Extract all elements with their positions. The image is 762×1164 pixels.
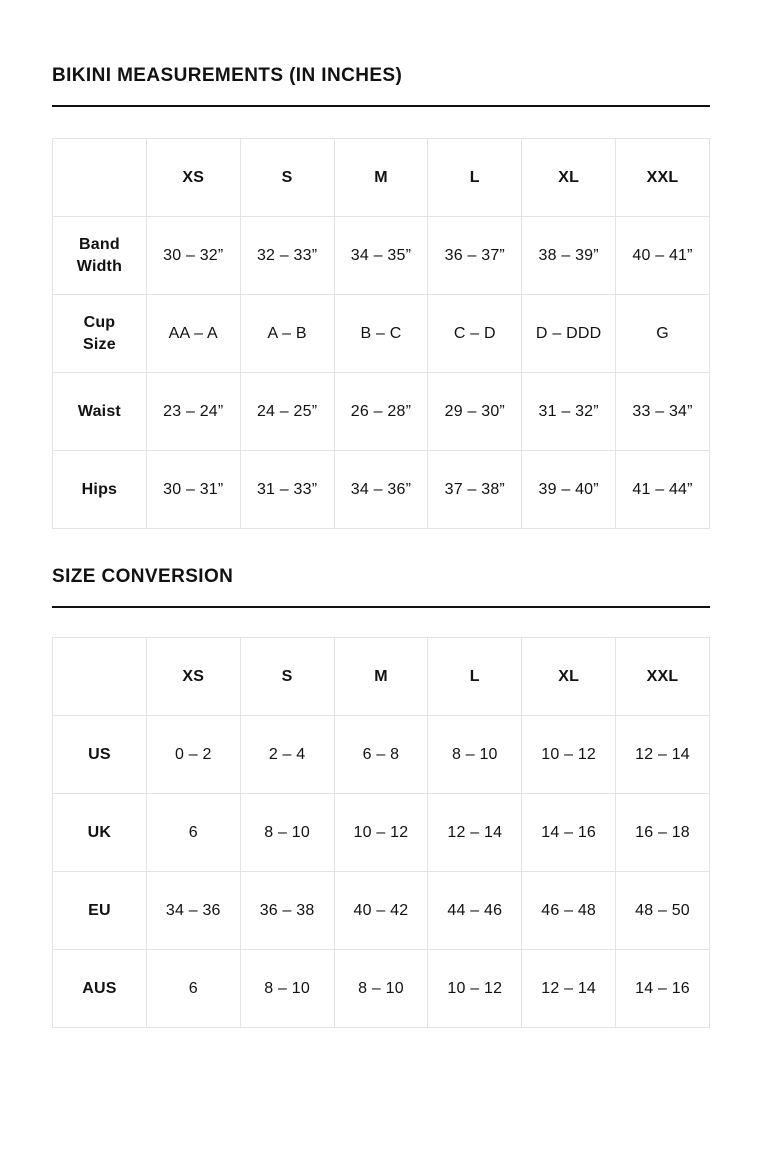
table-cell: 34 – 35” xyxy=(334,217,428,295)
content-area xyxy=(0,64,762,1028)
row-label: UK xyxy=(53,794,147,872)
table-row xyxy=(53,716,710,794)
table-cell: 24 – 25” xyxy=(240,373,334,451)
bikini-measurements-table xyxy=(52,138,710,529)
section-title: SIZE CONVERSION xyxy=(52,566,234,587)
table-cell: 32 – 33” xyxy=(240,217,334,295)
table-cell: 34 – 36 xyxy=(146,872,240,950)
table-row xyxy=(53,872,710,950)
table-cell: 38 – 39” xyxy=(522,217,616,295)
table-cell: C – D xyxy=(428,295,522,373)
table-cell: 44 – 46 xyxy=(428,872,522,950)
row-label: Band Width xyxy=(53,217,147,295)
table-cell: 6 xyxy=(146,794,240,872)
table-cell: G xyxy=(616,295,710,373)
row-label: AUS xyxy=(53,950,147,1028)
corner-cell xyxy=(53,139,147,217)
column-header-xxl: XXL xyxy=(616,139,710,217)
table-cell: 10 – 12 xyxy=(522,716,616,794)
table-row xyxy=(53,295,710,373)
table-cell: 37 – 38” xyxy=(428,451,522,529)
table-cell: 31 – 32” xyxy=(522,373,616,451)
table-cell: 10 – 12 xyxy=(334,794,428,872)
table-cell: 34 – 36” xyxy=(334,451,428,529)
table-cell: 30 – 31” xyxy=(146,451,240,529)
table-cell: 23 – 24” xyxy=(146,373,240,451)
table-cell: 8 – 10 xyxy=(428,716,522,794)
table-cell: AA – A xyxy=(146,295,240,373)
table-cell: 40 – 41” xyxy=(616,217,710,295)
table-cell: 26 – 28” xyxy=(334,373,428,451)
column-header-m: M xyxy=(334,139,428,217)
table-cell: 6 – 8 xyxy=(334,716,428,794)
table-cell: 33 – 34” xyxy=(616,373,710,451)
table-cell: 31 – 33” xyxy=(240,451,334,529)
header-row xyxy=(53,638,710,716)
table-cell: 12 – 14 xyxy=(616,716,710,794)
column-header-l: L xyxy=(428,638,522,716)
table-row xyxy=(53,950,710,1028)
row-label: EU xyxy=(53,872,147,950)
column-header-m: M xyxy=(334,638,428,716)
row-label: US xyxy=(53,716,147,794)
row-label: Hips xyxy=(53,451,147,529)
table-cell: A – B xyxy=(240,295,334,373)
table-cell: 39 – 40” xyxy=(522,451,616,529)
table-cell: B – C xyxy=(334,295,428,373)
table-row xyxy=(53,794,710,872)
column-header-xl: XL xyxy=(522,139,616,217)
table-row xyxy=(53,373,710,451)
table-row xyxy=(53,451,710,529)
table-cell: 16 – 18 xyxy=(616,794,710,872)
table-cell: 14 – 16 xyxy=(522,794,616,872)
table-cell: 0 – 2 xyxy=(146,716,240,794)
column-header-xxl: XXL xyxy=(616,638,710,716)
column-header-xl: XL xyxy=(522,638,616,716)
table-cell: 48 – 50 xyxy=(616,872,710,950)
column-header-s: S xyxy=(240,139,334,217)
table-cell: 29 – 30” xyxy=(428,373,522,451)
column-header-l: L xyxy=(428,139,522,217)
column-header-xs: XS xyxy=(146,638,240,716)
page xyxy=(0,64,762,1164)
header-row xyxy=(53,139,710,217)
table-cell: 46 – 48 xyxy=(522,872,616,950)
section-bikini-measurements xyxy=(52,64,710,529)
table-cell: 8 – 10 xyxy=(240,950,334,1028)
table-cell: 12 – 14 xyxy=(428,794,522,872)
table-cell: 6 xyxy=(146,950,240,1028)
table-cell: 14 – 16 xyxy=(616,950,710,1028)
column-header-s: S xyxy=(240,638,334,716)
table-cell: 40 – 42 xyxy=(334,872,428,950)
section-size-conversion xyxy=(52,565,710,1028)
table-row xyxy=(53,217,710,295)
table-cell: 36 – 37” xyxy=(428,217,522,295)
table-cell: D – DDD xyxy=(522,295,616,373)
column-header-xs: XS xyxy=(146,139,240,217)
table-cell: 36 – 38 xyxy=(240,872,334,950)
size-conversion-table xyxy=(52,637,710,1028)
table-cell: 8 – 10 xyxy=(334,950,428,1028)
page-title: BIKINI MEASUREMENTS (IN INCHES) xyxy=(52,65,403,86)
title-underline xyxy=(52,105,710,107)
table-cell: 30 – 32” xyxy=(146,217,240,295)
row-label: Waist xyxy=(53,373,147,451)
corner-cell xyxy=(53,638,147,716)
table-cell: 12 – 14 xyxy=(522,950,616,1028)
row-label: Cup Size xyxy=(53,295,147,373)
title-underline xyxy=(52,606,710,608)
table-cell: 2 – 4 xyxy=(240,716,334,794)
table-cell: 10 – 12 xyxy=(428,950,522,1028)
table-cell: 8 – 10 xyxy=(240,794,334,872)
table-cell: 41 – 44” xyxy=(616,451,710,529)
